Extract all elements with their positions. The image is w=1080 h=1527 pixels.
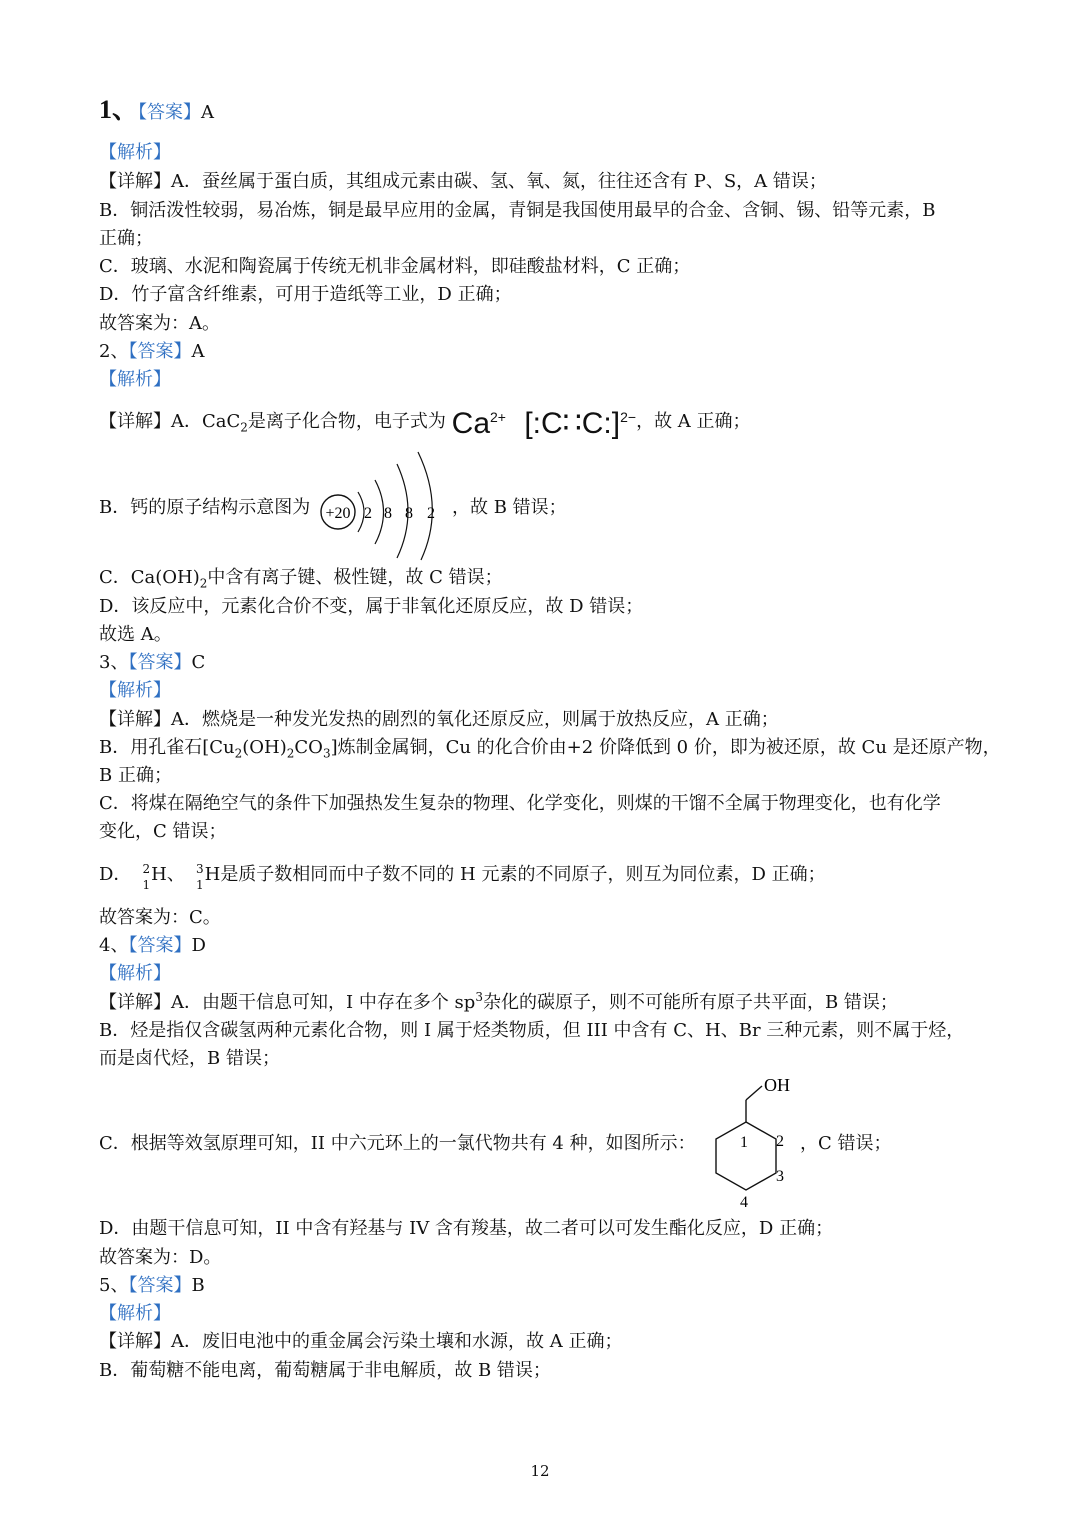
shell-arc-2 — [375, 480, 384, 544]
q5-number: 5、 — [99, 1275, 129, 1296]
isotope-h3-notation — [191, 862, 205, 892]
q2-b-pre: B．钙的原子结构示意图为 — [99, 497, 311, 518]
ef-bracket-close: ] — [611, 407, 621, 440]
q3-b-post: ]炼制金属铜，Cu 的化合价由+2 价降低到 0 价，即为被还原，故 Cu 是还原产物， — [330, 737, 1001, 758]
q1-option-d: D．竹子富含纤维素，可用于造纸等工业，D 正确； — [99, 284, 512, 305]
q4-option-a — [99, 991, 898, 1015]
q3-b-sub1: 2 — [234, 746, 243, 761]
q3-b-sub3: 3 — [322, 746, 331, 761]
q3-detail-label: 【详解】 — [99, 709, 171, 730]
q3-b-pre: B．用孔雀石[Cu — [99, 737, 235, 758]
q3-option-b-line2: B 正确； — [99, 765, 172, 786]
q3-d-sep: 、 — [166, 864, 185, 885]
q5-analysis-label: 【解析】 — [99, 1303, 171, 1324]
q2-conclusion: 故选 A。 — [99, 624, 172, 645]
ring-position-3: 3 — [776, 1168, 784, 1185]
q3-conclusion: 故答案为：C。 — [99, 907, 221, 928]
q2-answer-line — [99, 340, 204, 364]
q4-detail-label: 【详解】 — [99, 992, 171, 1013]
shell-count-1: 2 — [364, 505, 372, 522]
q1-option-c: C．玻璃、水泥和陶瓷属于传统无机非金属材料，即硅酸盐材料，C 正确； — [99, 256, 691, 277]
q4-a-pre: A．由题干信息可知，I 中存在多个 sp — [171, 992, 476, 1013]
oh-label: OH — [764, 1075, 790, 1095]
q3-option-b-line1 — [99, 736, 1001, 760]
ef-calcium: Ca — [451, 407, 491, 440]
oh-bond — [746, 1086, 762, 1100]
q2-option-d: D．该反应中，元素化合价不变，属于非氧化还原反应，故 D 错误； — [99, 596, 644, 617]
q5-option-a-text: A．废旧电池中的重金属会污染土壤和水源，故 A 正确； — [171, 1331, 623, 1352]
q3-d-post: 是质子数相同而中子数不同的 H 元素的不同原子，则互为同位素，D 正确； — [220, 864, 826, 885]
q2-number: 2、 — [99, 341, 129, 362]
ring-position-2: 2 — [776, 1133, 784, 1150]
nucleus-charge: +20 — [325, 505, 351, 522]
q4-answer-line — [99, 934, 206, 958]
ef-carbon-2: C: — [581, 407, 612, 440]
q3-answer: C — [191, 652, 206, 673]
q3-option-c-line1: C．将煤在隔绝空气的条件下加强热发生复杂的物理、化学变化，则煤的干馏不全属于物理变化，也有化学 — [99, 793, 941, 814]
q4-option-b-line1: B．烃是指仅含碳氢两种元素化合物，则 I 属于烃类物质，但 III 中含有 C、H、Br 三种元素，则不属于烃， — [99, 1020, 965, 1041]
q4-answer: D — [191, 935, 206, 956]
q1-conclusion: 故答案为：A。 — [99, 313, 220, 334]
q4-number: 4、 — [99, 935, 129, 956]
q2-c-subscript: 2 — [199, 576, 208, 591]
isotope-h2-symbol: H — [151, 864, 167, 885]
shell-count-2: 8 — [384, 505, 392, 522]
q3-answer-line — [99, 651, 205, 675]
shell-count-3: 8 — [405, 505, 413, 522]
isotope-h2-notation — [137, 862, 151, 892]
q3-b-sub2: 2 — [286, 746, 295, 761]
q3-number: 3、 — [99, 652, 129, 673]
ef-anion-charge: 2− — [620, 409, 637, 425]
q2-option-a — [99, 407, 751, 440]
q2-b-post: ，故 B 错误； — [452, 497, 567, 518]
q4-analysis-label: 【解析】 — [99, 963, 171, 984]
q4-option-b-line2: 而是卤代烃，B 错误； — [99, 1048, 280, 1069]
q1-answer-label: 【答案】 — [138, 102, 202, 123]
isotope-h3-number: 1 — [195, 878, 204, 892]
q3-b-mid1: (OH) — [242, 737, 287, 758]
q4-option-d: D．由题干信息可知，II 中含有羟基与 IV 含有羧基，故二者可以可发生酯化反应，D 正确； — [99, 1218, 834, 1239]
q2-analysis-label: 【解析】 — [99, 369, 171, 390]
q3-analysis-label: 【解析】 — [99, 680, 171, 701]
q2-detail-label: 【详解】 — [99, 411, 171, 432]
ring-position-4: 4 — [740, 1194, 748, 1211]
q2-c-formula: C．Ca(OH) — [99, 567, 200, 588]
q1-answer: A — [201, 102, 215, 123]
ef-triple-bond: ∷ — [562, 407, 582, 440]
q1-answer-line — [99, 95, 215, 125]
page-number: 12 — [530, 1462, 550, 1480]
q3-option-a-text: A．燃烧是一种发光发热的剧烈的氧化还原反应，则属于放热反应，A 正确； — [171, 709, 779, 730]
q2-a-post: ，故 A 正确； — [636, 411, 751, 432]
cyclohexylmethanol-structure — [706, 1070, 806, 1212]
q5-option-b: B．葡萄糖不能电离，葡萄糖属于非电解质，故 B 错误； — [99, 1360, 551, 1381]
ef-bracket-open: [ — [524, 407, 533, 440]
q1-option-b-line2: 正确； — [99, 228, 153, 249]
electron-formula — [451, 407, 637, 440]
q3-option-d — [99, 862, 826, 892]
q2-option-c — [99, 566, 503, 590]
q2-answer-label: 【答案】 — [128, 341, 192, 362]
q1-option-a — [99, 170, 827, 194]
q3-d-pre: D． — [99, 864, 132, 885]
q4-a-superscript: 3 — [475, 990, 483, 1004]
q5-option-a — [99, 1330, 622, 1354]
q2-answer: A — [191, 341, 205, 362]
q3-b-mid2: CO — [294, 737, 323, 758]
q2-a-formula: A．CaC — [171, 411, 241, 432]
q3-option-c-line2: 变化，C 错误； — [99, 821, 227, 842]
q4-conclusion: 故答案为：D。 — [99, 1247, 222, 1268]
q1-analysis-label: 【解析】 — [99, 142, 171, 163]
q1-option-b-line1: B．铜活泼性较弱，易冶炼，铜是最早应用的金属，青铜是我国使用最早的合金、含铜、锡、铅等元素，B — [99, 200, 936, 221]
ef-carbon-1: :C — [532, 407, 563, 440]
hexagon-ring — [716, 1122, 776, 1190]
q2-option-b — [99, 496, 310, 520]
q2-c-post: 中含有离子键、极性键，故 C 错误； — [207, 567, 503, 588]
q5-answer-label: 【答案】 — [128, 1275, 192, 1296]
ring-position-1: 1 — [740, 1134, 748, 1151]
q3-answer-label: 【答案】 — [128, 652, 192, 673]
shell-count-4: 2 — [427, 505, 435, 522]
ef-calcium-charge: 2+ — [490, 409, 506, 425]
q4-answer-label: 【答案】 — [128, 935, 192, 956]
q1-detail-label: 【详解】 — [99, 171, 171, 192]
q4-a-post: 杂化的碳原子，则不可能所有原子共平面，B 错误； — [482, 992, 898, 1013]
isotope-h3-symbol: H — [204, 864, 221, 885]
q3-option-a — [99, 708, 779, 732]
q1-number: 1、 — [99, 95, 139, 124]
q5-answer-line — [99, 1274, 205, 1298]
q2-a-subscript: 2 — [240, 420, 248, 435]
q5-answer: B — [191, 1275, 205, 1296]
isotope-h3-mass: 3 — [195, 862, 204, 876]
isotope-h2-mass: 2 — [142, 862, 151, 876]
q2-a-mid: 是离子化合物，电子式为 — [247, 411, 446, 432]
calcium-atom-structure-diagram — [318, 450, 448, 562]
q4-c-post: ，C 错误； — [800, 1133, 892, 1154]
q5-detail-label: 【详解】 — [99, 1331, 171, 1352]
q1-option-a-text: A．蚕丝属于蛋白质，其组成元素由碳、氢、氧、氮，往往还含有 P、S，A 错误； — [171, 171, 827, 192]
isotope-h2-number: 1 — [142, 878, 151, 892]
q4-option-c-pre: C．根据等效氢原理可知，II 中六元环上的一氯代物共有 4 种，如图所示： — [99, 1133, 696, 1154]
